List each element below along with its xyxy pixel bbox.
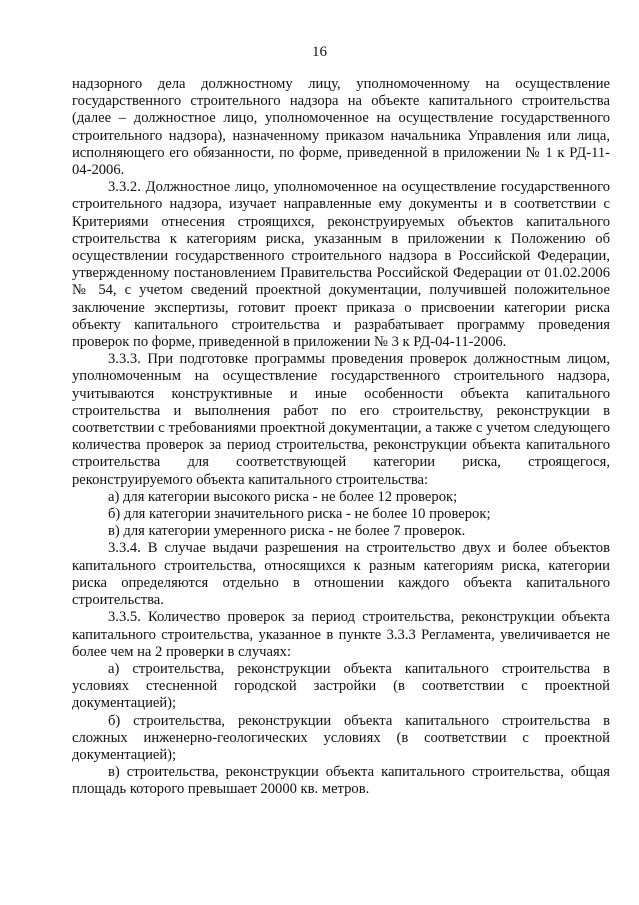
list-item-b: б) для категории значительного риска - не более 10 проверок;	[108, 506, 491, 523]
case-item-a: а) строительства, реконструкции объекта капитального строительства в условиях стесненной городской застройки (в соответствии с проектной документацией);	[72, 660, 610, 712]
paragraph-3-3-2: 3.3.2. Должностное лицо, уполномоченное на осуществление государственного строительного надзора, изучает направленные ему документы и в соответствии с Критериями отнесения строящихся, реконструируемых объектов капитального строительства к категориям риска, указанным в приложении к Положению об осуществлении государственного строительного надзора в Российской Федерации, утвержденному постановлением Правительства Российской Федерации от 01.02.2006 № 54, с учетом сведений проектной документации, получившей положительное заключение экспертизы, готовит проект приказа о присвоении категории риска объекту капитального строительства и разрабатывает программу проведения проверок по форме, приведенной в приложении № 3 к РД-04-11-2006.	[72, 179, 610, 351]
case-item-b: б) строительства, реконструкции объекта капитального строительства в сложных инженерно-геологических условиях (в соответствии с проектной документацией);	[72, 712, 610, 763]
paragraph-continuation: надзорного дела должностному лицу, уполномоченному на осуществление государственного строительного надзора на объекте капитального строительства (далее – должностное лицо, уполномоченное на осуществление государственного строительного надзора), назначенному приказом начальника Управления или лица, исполняющего его обязанности, по форме, приведенной в приложении № 1 к РД-11-04-2006.	[72, 76, 610, 179]
list-item-a: а) для категории высокого риска - не более 12 проверок;	[108, 488, 458, 505]
paragraph-3-3-4: 3.3.4. В случае выдачи разрешения на строительство двух и более объектов капитального строительства, относящихся к разным категориям риска, категории риска определяются отдельно в отношении каждого объекта капитального строительства.	[72, 540, 610, 609]
paragraph-3-3-5: 3.3.5. Количество проверок за период строительства, реконструкции объекта капитального строительства, указанное в пункте 3.3.3 Регламента, увеличивается не более чем на 2 проверки в случаях:	[72, 609, 610, 660]
case-item-v: в) строительства, реконструкции объекта капитального строительства, общая площадь которого превышает 20000 кв. метров.	[72, 764, 610, 798]
page-number: 16	[312, 44, 327, 60]
list-item-v: в) для категории умеренного риска - не более 7 проверок.	[108, 523, 466, 540]
paragraph-3-3-3: 3.3.3. При подготовке программы проведения проверок должностным лицом, уполномоченным на осуществление государственного строительного надзора, учитываются конструктивные и иные особенности объекта капитального строительства и выполнения работ по его строительству, реконструкции в соответствии с требованиями проектной документации, а также с учетом следующего количества проверок за период строительства, реконструкции объекта капитального строительства для соответствующей категории риска, строящегося, реконструируемого объекта капитального строительства:	[72, 351, 610, 488]
document-body	[72, 76, 610, 799]
